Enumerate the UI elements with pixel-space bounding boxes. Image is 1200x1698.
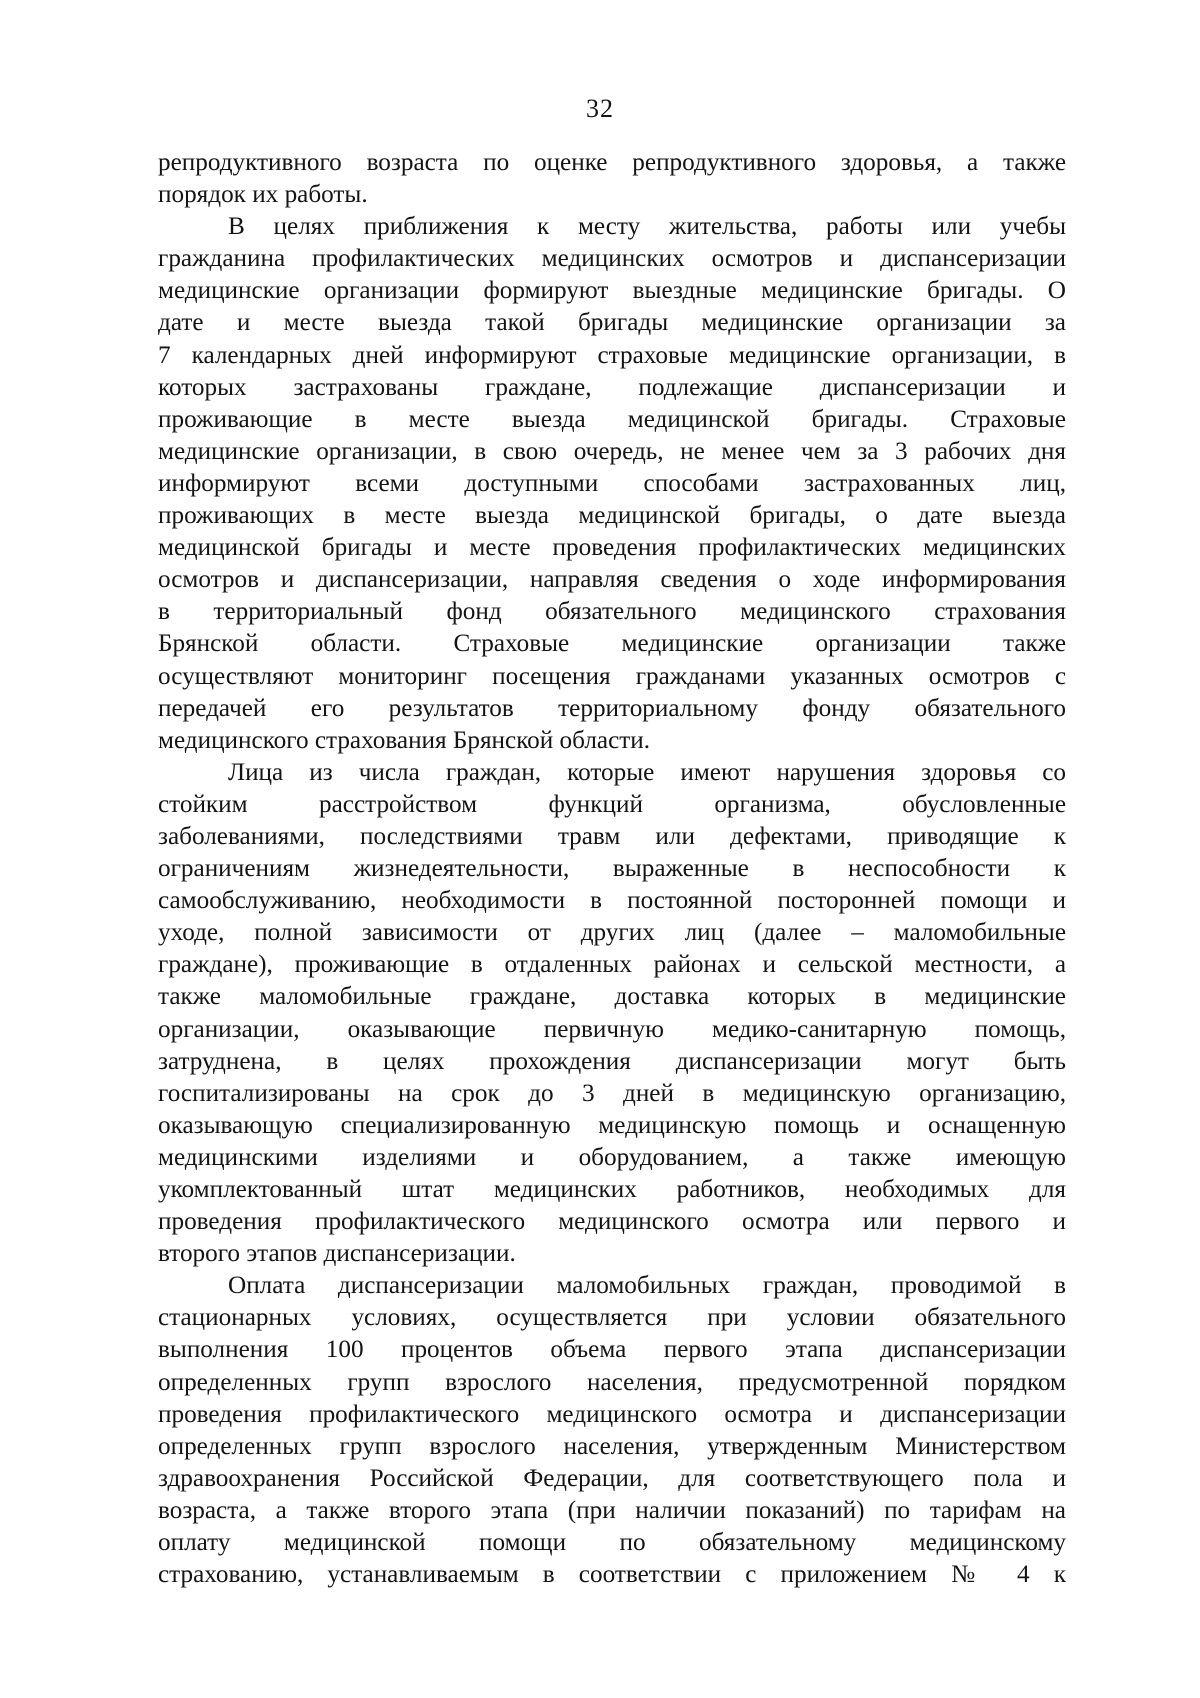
paragraph <box>158 211 1066 757</box>
text-line: В целях приближения к месту жительства, работы или учебы <box>228 213 1066 241</box>
paragraph <box>158 757 1066 1271</box>
text-line: уходе, полной зависимости от других лиц (далее – маломобильные <box>158 919 1066 947</box>
document-body <box>158 147 1066 1591</box>
page-number: 32 <box>586 94 614 123</box>
text-line: проведения профилактического медицинского осмотра или первого и <box>158 1208 1066 1236</box>
text-line: Брянской области. Страховые медицинские организации также <box>158 630 1066 658</box>
text-line: осмотров и диспансеризации, направляя сведения о ходе информирования <box>158 566 1066 594</box>
text-line: организации, оказывающие первичную медико-санитарную помощь, <box>158 1015 1066 1043</box>
text-line: проведения профилактического медицинского осмотра и диспансеризации <box>158 1400 1066 1428</box>
text-line: второго этапов диспансеризации. <box>158 1240 516 1268</box>
text-line: Оплата диспансеризации маломобильных граждан, проводимой в <box>228 1272 1066 1300</box>
text-line: также маломобильные граждане, доставка которых в медицинские <box>158 983 1066 1011</box>
text-line: укомплектованный штат медицинских работников, необходимых для <box>158 1176 1066 1203</box>
text-line: 7 календарных дней информируют страховые медицинские организации, в <box>158 341 1066 369</box>
text-line: стационарных условиях, осуществляется при условии обязательного <box>158 1304 1066 1332</box>
text-line: проживающих в месте выезда медицинской бригады, о дате выезда <box>158 502 1066 530</box>
text-line: выполнения 100 процентов объема первого этапа диспансеризации <box>158 1336 1066 1364</box>
text-line: ограничениям жизнедеятельности, выраженные в неспособности к <box>158 855 1066 883</box>
text-line: медицинской бригады и месте проведения профилактических медицинских <box>158 534 1066 562</box>
text-line: госпитализированы на срок до 3 дней в медицинскую организацию, <box>158 1079 1066 1107</box>
text-line: затруднена, в целях прохождения диспансеризации могут быть <box>158 1047 1066 1075</box>
text-line: медицинские организации формируют выездные медицинские бригады. О <box>158 277 1066 305</box>
text-line: медицинскими изделиями и оборудованием, а также имеющую <box>158 1143 1066 1171</box>
text-line: информируют всеми доступными способами застрахованных лиц, <box>158 469 1066 497</box>
text-line: дате и месте выезда такой бригады медицинские организации за <box>158 309 1066 337</box>
paragraph <box>158 147 1066 211</box>
text-line: передачей его результатов территориальному фонду обязательного <box>158 694 1066 722</box>
text-line: заболеваниями, последствиями травм или дефектами, приводящие к <box>158 822 1066 850</box>
text-line: стойким расстройством функций организма, обусловленные <box>158 790 1066 818</box>
text-line: граждане), проживающие в отдаленных районах и сельской местности, а <box>158 951 1066 979</box>
text-line: здравоохранения Российской Федерации, для соответствующего пола и <box>158 1464 1066 1492</box>
text-line: порядок их работы. <box>158 181 368 209</box>
text-line: в территориальный фонд обязательного медицинского страхования <box>158 598 1066 626</box>
text-line: оплату медицинской помощи по обязательному медицинскому <box>158 1529 1066 1557</box>
text-line: определенных групп взрослого населения, предусмотренной порядком <box>158 1368 1066 1396</box>
text-line: возраста, а также второго этапа (при наличии показаний) по тарифам на <box>158 1496 1066 1524</box>
text-line: Лица из числа граждан, которые имеют нарушения здоровья со <box>228 758 1066 786</box>
text-line: медицинского страхования Брянской области. <box>158 726 651 754</box>
text-line: определенных групп взрослого населения, утвержденным Министерством <box>158 1432 1066 1460</box>
text-line: проживающие в месте выезда медицинской бригады. Страховые <box>158 405 1066 433</box>
text-line: гражданина профилактических медицинских осмотров и диспансеризации <box>158 245 1066 273</box>
text-line: репродуктивного возраста по оценке репродуктивного здоровья, а также <box>158 149 1066 176</box>
text-line: самообслуживанию, необходимости в постоянной посторонней помощи и <box>158 887 1066 915</box>
text-line: осуществляют мониторинг посещения гражданами указанных осмотров с <box>158 662 1066 690</box>
paragraph <box>158 1270 1066 1591</box>
text-line: медицинские организации, в свою очередь, не менее чем за 3 рабочих дня <box>158 437 1066 465</box>
text-line: страхованию, устанавливаемым в соответствии с приложением № 4 к <box>158 1561 1066 1589</box>
text-line: которых застрахованы граждане, подлежащие диспансеризации и <box>158 373 1066 401</box>
text-line: оказывающую специализированную медицинскую помощь и оснащенную <box>158 1111 1066 1139</box>
